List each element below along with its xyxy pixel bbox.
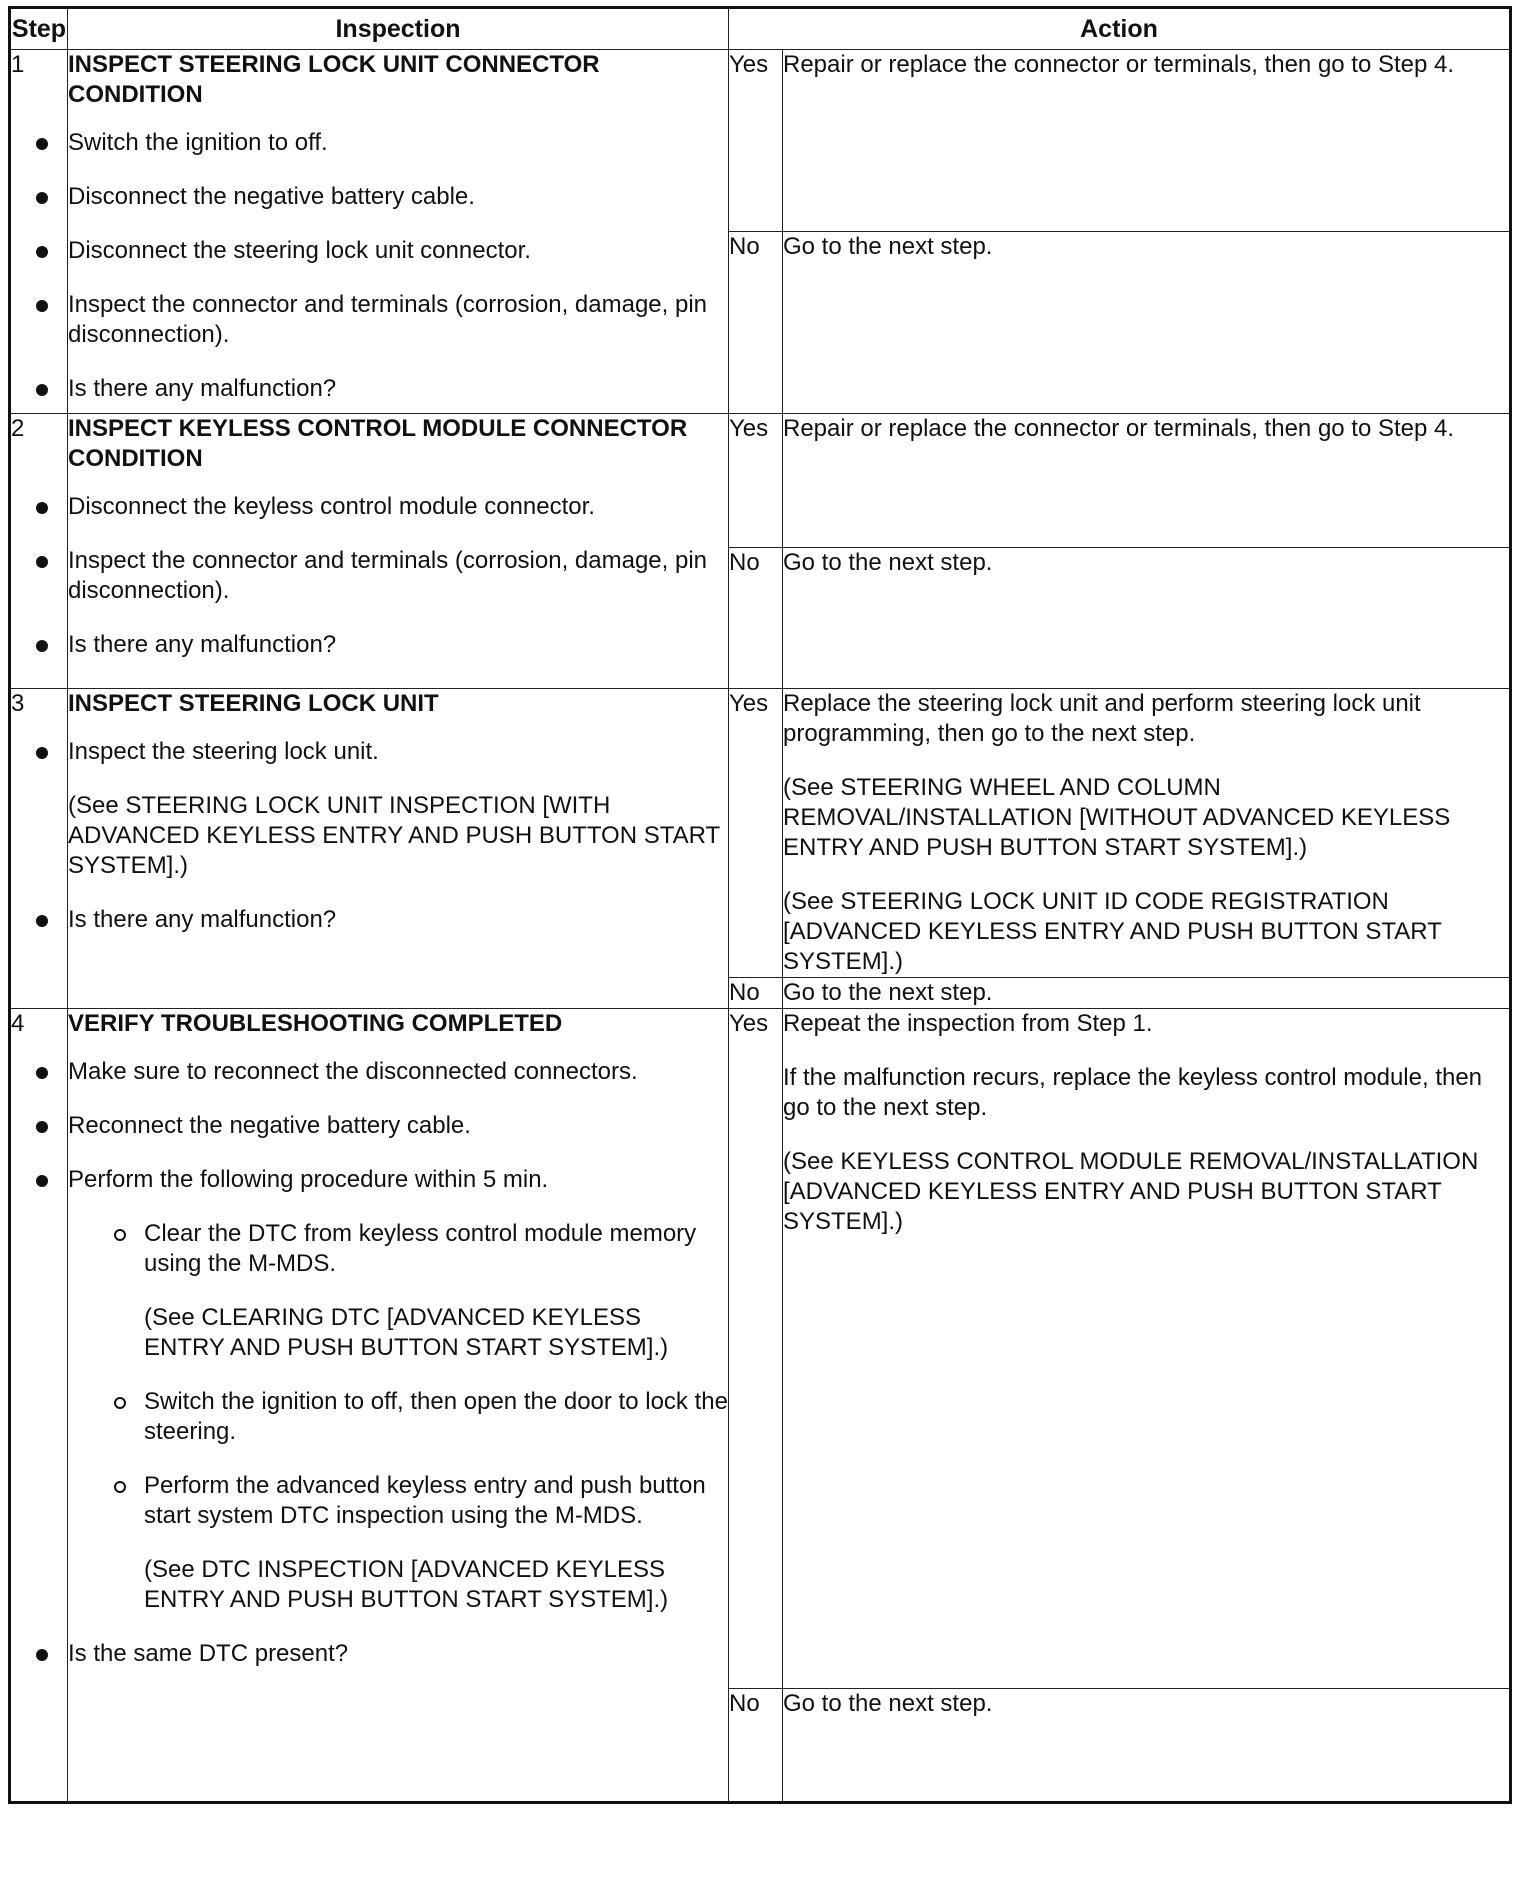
step-number: 1: [10, 50, 68, 414]
step-title: INSPECT STEERING LOCK UNIT: [68, 690, 439, 717]
bullet-item: Inspect the connector and terminals (corrosion, damage, pin disconnection).: [68, 290, 728, 350]
no-label: No: [729, 548, 783, 689]
bullet-item: Disconnect the negative battery cable.: [68, 182, 728, 212]
bullet-text: Perform the following procedure within 5 min.: [68, 1166, 549, 1193]
sub-item-text: Switch the ignition to off, then open the door to lock the steering.: [144, 1388, 728, 1445]
no-label: No: [729, 978, 783, 1009]
action-text: Repair or replace the connector or terminals, then go to Step 4.: [783, 51, 1455, 78]
step-title: INSPECT STEERING LOCK UNIT CONNECTOR CONDITION: [68, 51, 600, 108]
bullet-item: Is there any malfunction?: [68, 374, 728, 404]
bullet-item: Make sure to reconnect the disconnected connectors.: [68, 1057, 728, 1087]
no-action: Go to the next step.: [783, 232, 1511, 414]
bullet-item: Disconnect the steering lock unit connector.: [68, 236, 728, 266]
step-title: INSPECT KEYLESS CONTROL MODULE CONNECTOR CONDITION: [68, 415, 688, 472]
step-inspection: [68, 1009, 729, 1803]
step-1-yes-row: [10, 50, 1511, 232]
yes-label: Yes: [729, 50, 783, 232]
yes-action: [783, 1009, 1511, 1689]
troubleshooting-table: [8, 6, 1512, 1804]
step-title: VERIFY TROUBLESHOOTING COMPLETED: [68, 1010, 563, 1037]
header-step: Step: [10, 8, 68, 50]
step-inspection: [68, 50, 729, 414]
action-reference: (See STEERING LOCK UNIT ID CODE REGISTRATION [ADVANCED KEYLESS ENTRY AND PUSH BUTTON START SYSTEM].): [783, 888, 1442, 975]
action-text: Repair or replace the connector or terminals, then go to Step 4.: [783, 415, 1455, 442]
step-number: 4: [10, 1009, 68, 1803]
bullet-item: [68, 1165, 728, 1615]
sub-item: [144, 1471, 728, 1615]
bullet-item: Is the same DTC present?: [68, 1639, 728, 1669]
bullet-item: Reconnect the negative battery cable.: [68, 1111, 728, 1141]
action-reference: (See STEERING WHEEL AND COLUMN REMOVAL/INSTALLATION [WITHOUT ADVANCED KEYLESS ENTRY AND PUSH BUTTON START SYSTEM].): [783, 774, 1451, 861]
header-action: Action: [729, 8, 1511, 50]
no-label: No: [729, 232, 783, 414]
sub-list: [68, 1219, 728, 1615]
yes-label: Yes: [729, 689, 783, 978]
bullet-item: Disconnect the keyless control module connector.: [68, 492, 728, 522]
step-inspection: [68, 414, 729, 689]
no-action: Go to the next step.: [783, 1689, 1511, 1803]
header-inspection: Inspection: [68, 8, 729, 50]
bullet-item: Inspect the steering lock unit.: [68, 737, 728, 767]
yes-label: Yes: [729, 414, 783, 548]
yes-label: Yes: [729, 1009, 783, 1689]
sub-item-text: Clear the DTC from keyless control module memory using the M-MDS.: [144, 1220, 697, 1277]
step-2-yes-row: [10, 414, 1511, 548]
no-action: Go to the next step.: [783, 548, 1511, 689]
bullet-item: Is there any malfunction?: [68, 905, 728, 935]
no-action: Go to the next step.: [783, 978, 1511, 1009]
bullet-item: Switch the ignition to off.: [68, 128, 728, 158]
step-number: 3: [10, 689, 68, 1009]
sub-item-text: Perform the advanced keyless entry and push button start system DTC inspection using the M-MDS.: [144, 1472, 706, 1529]
yes-action: [783, 689, 1511, 978]
action-text: Repeat the inspection from Step 1.: [783, 1010, 1153, 1037]
step-4-yes-row: [10, 1009, 1511, 1689]
bullet-item: Is there any malfunction?: [68, 630, 728, 660]
step-number: 2: [10, 414, 68, 689]
header-row: [10, 8, 1511, 50]
sub-item: [144, 1387, 728, 1447]
sub-item-reference: (See CLEARING DTC [ADVANCED KEYLESS ENTRY AND PUSH BUTTON START SYSTEM].): [144, 1304, 669, 1361]
action-text: Replace the steering lock unit and perform steering lock unit programming, then go to the next step.: [783, 690, 1421, 747]
no-label: No: [729, 1689, 783, 1803]
sub-item-reference: (See DTC INSPECTION [ADVANCED KEYLESS ENTRY AND PUSH BUTTON START SYSTEM].): [144, 1556, 669, 1613]
bullet-item: Inspect the connector and terminals (corrosion, damage, pin disconnection).: [68, 546, 728, 606]
action-reference: (See KEYLESS CONTROL MODULE REMOVAL/INSTALLATION [ADVANCED KEYLESS ENTRY AND PUSH BUTTON START SYSTEM].): [783, 1148, 1479, 1235]
yes-action: [783, 50, 1511, 232]
action-text: If the malfunction recurs, replace the keyless control module, then go to the next step.: [783, 1064, 1483, 1121]
yes-action: [783, 414, 1511, 548]
step-inspection: [68, 689, 729, 1009]
sub-item: [144, 1219, 728, 1363]
reference-note: (See STEERING LOCK UNIT INSPECTION [WITH ADVANCED KEYLESS ENTRY AND PUSH BUTTON START SYSTEM].): [68, 792, 720, 879]
step-3-yes-row: [10, 689, 1511, 978]
